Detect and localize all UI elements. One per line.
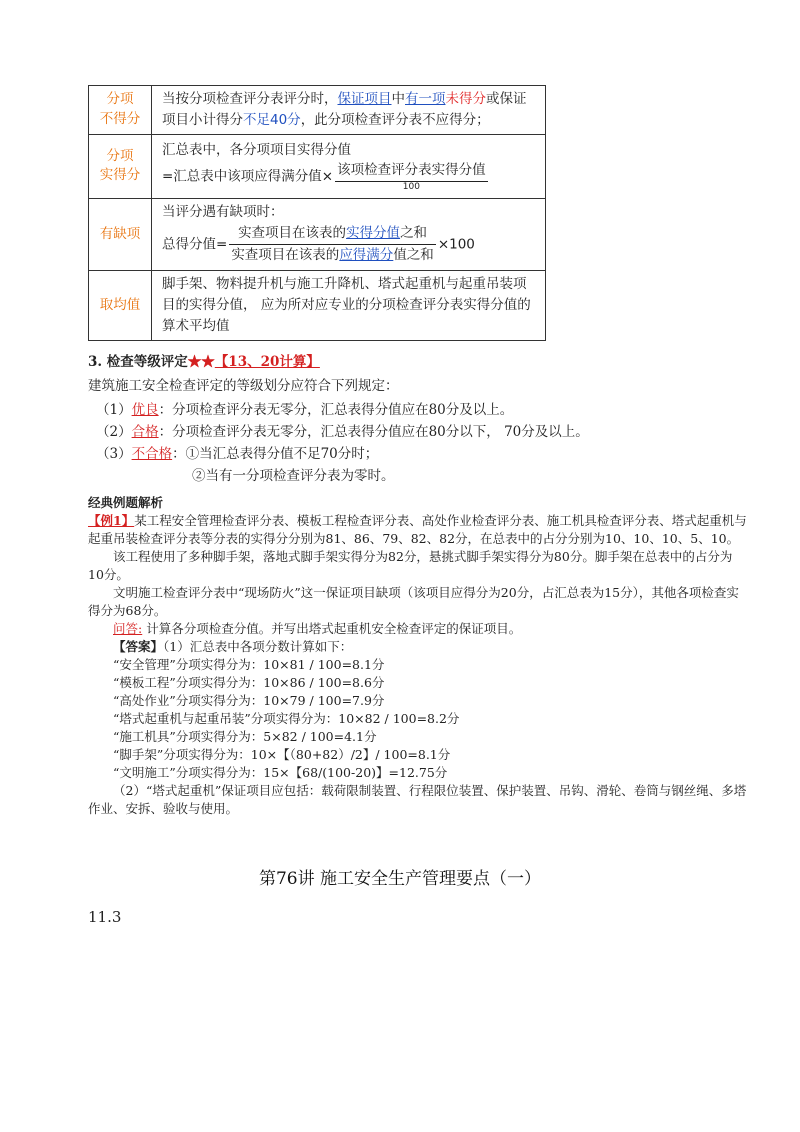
- answer-line: “施工机具”分项实得分为：5×82 / 100=4.1分: [113, 729, 377, 744]
- answer-line: “脚手架”分项实得分为：10×【（80+82）/2】/ 100=8.1分: [113, 747, 451, 762]
- grade-item: （3）不合格：①当汇总表得分值不足70分时；: [96, 446, 379, 462]
- section-number: 11.3: [88, 908, 122, 926]
- answer-line: “文明施工”分项实得分为：15×【68/(100-20)】=12.75分: [113, 765, 448, 780]
- row-label: 有缺项: [89, 198, 152, 270]
- answer-line: “安全管理”分项实得分为：10×81 / 100=8.1分: [113, 657, 385, 672]
- section-intro: 建筑施工安全检查评定的等级划分应符合下列规定：: [88, 378, 399, 394]
- answer-line: “模板工程”分项实得分为：10×86 / 100=8.6分: [113, 675, 385, 690]
- row-label: 分项 不得分: [89, 86, 152, 135]
- answer-line: “塔式起重机与起重吊装”分项实得分为：10×82 / 100=8.2分: [113, 711, 460, 726]
- fraction: $\frac{\text{该项检查评分表实得分值}}{100}$: [337, 162, 486, 193]
- row-text: 当按分项检查评分表评分时，保证项目中有一项未得分或保证项目小计得分不足40分，此分项检查评分表不应得分；: [152, 86, 546, 135]
- example-block: [88, 494, 748, 818]
- table-row: [89, 134, 546, 198]
- grade-item: （1）优良：分项检查评分表无零分，汇总表得分值应在80分及以上。: [96, 402, 514, 418]
- answer-intro: 【答案】（1）汇总表中各项分数计算如下：: [113, 639, 353, 654]
- table-row: [89, 86, 546, 135]
- fraction: $\frac{\text{实查项目在该表的实得分值之和}}{\text{实查项目在该表的应得满分值之和}}$: [231, 225, 434, 264]
- example-paragraph: 文明施工检查评分表中“现场防火”这一保证项目缺项（该项目应得分为20分，占汇总表为15分），其他各项检查实得分为68分。: [88, 585, 739, 618]
- section-heading: 3. 检查等级评定★★【13、20计算】: [88, 354, 320, 370]
- answer-paragraph: （2）“塔式起重机”保证项目应包括：载荷限制装置、行程限位装置、保护装置、吊钩、滑轮、卷筒与钢丝绳、多塔作业、安拆、验收与使用。: [88, 783, 747, 816]
- grade-item-continuation: ②当有一分项检查评分表为零时。: [192, 468, 395, 484]
- row-text: 脚手架、物料提升机与施工升降机、塔式起重机与起重吊装项目的实得分值， 应为所对应专业的分项检查评分表实得分值的算术平均值: [152, 270, 546, 340]
- lecture-title: 第76讲 施工安全生产管理要点（一）: [258, 869, 542, 889]
- row-text: 汇总表中，各分项项目实得分值 =汇总表中该项应得满分值× $\frac{\text{该项检查评分表实得分值}}{100}$: [152, 134, 546, 198]
- example-paragraph: 该工程使用了多种脚手架，落地式脚手架实得分为82分，悬挑式脚手架实得分为80分。脚手架在总表中的占分为10分。: [88, 549, 733, 582]
- table-row: [89, 270, 546, 340]
- row-text: 当评分遇有缺项时： 总得分值= $\frac{\text{实查项目在该表的实得分值之和}}{\text{实查项目在该表的应得满分值之和}}$ ×100: [152, 198, 546, 270]
- example-heading: 经典例题解析: [88, 495, 164, 510]
- answer-line: “高处作业”分项实得分为：10×79 / 100=7.9分: [113, 693, 385, 708]
- example-paragraph: 【例1】某工程安全管理检查评分表、模板工程检查评分表、高处作业检查评分表、施工机具检查评分表、塔式起重机与起重吊装检查评分表等分表的实得分分别为81、86、79、82、82分，在总表中的占分分别为10、10、10、5、10。: [88, 513, 747, 546]
- table-row: [89, 198, 546, 270]
- row-label: 分项 实得分: [89, 134, 152, 198]
- scoring-rules-table: [88, 85, 546, 341]
- grade-item: （2）合格：分项检查评分表无零分，汇总表得分值应在80分以下， 70分及以上。: [96, 424, 589, 440]
- example-question: 问答: 计算各分项检查分值。并写出塔式起重机安全检查评定的保证项目。: [113, 621, 522, 636]
- row-label: 取均值: [89, 270, 152, 340]
